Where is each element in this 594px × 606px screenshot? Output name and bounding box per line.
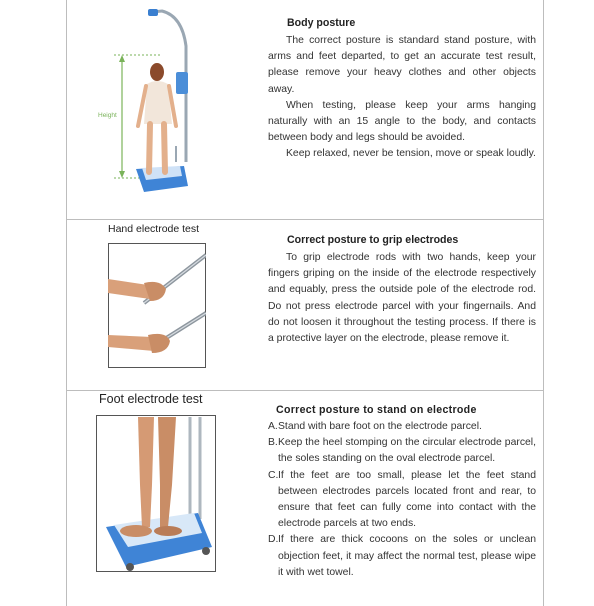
foot-electrode-list	[268, 419, 536, 581]
list-item	[268, 419, 536, 435]
foot-electrode-illustration	[96, 415, 216, 572]
hand-electrode-label: Hand electrode test	[108, 223, 200, 235]
list-item	[268, 435, 536, 467]
list-item-marker: D.	[268, 534, 279, 546]
list-item-text: Keep the heel stomping on the circular electrode parcel, the soles standing on the oval electrode parcel.	[278, 437, 536, 465]
hand-electrode-paragraph: To grip electrode rods with two hands, keep your fingers griping on the inside of the electrode respectively and equably, press the outside pole of the electrode rod. Do not press electrode parcel with your fingernails. And do not loosen it throughout the testing process. If there is a protective layer on the electrode, please remove it.	[268, 252, 536, 345]
body-posture-text	[268, 33, 536, 163]
body-posture-paragraph: When testing, please keep your arms hanging naturally with an 15 angle to the body, and contacts between body and legs should be avoided.	[268, 99, 536, 144]
body-posture-title: Body posture	[287, 17, 356, 29]
list-item-text: If there are thick cocoons on the soles or unclean objection feet, it may affect the normal test, please wipe it with wet towel.	[278, 534, 536, 578]
section-divider	[66, 390, 543, 391]
list-item-text: If the feet are too small, please let the feet stand between electrodes parcels located front and rear, to ensure that feet can fully come into contact with the electrode parcels at two ends.	[278, 469, 536, 530]
list-item-text: Stand with bare foot on the electrode parcel.	[278, 421, 482, 432]
hand-electrode-text	[268, 250, 536, 347]
list-item-marker: B.	[268, 437, 278, 449]
hand-electrode-title: Correct posture to grip electrodes	[287, 234, 459, 246]
body-posture-paragraph: Keep relaxed, never be tension, move or speak loudly.	[286, 148, 536, 160]
foot-electrode-title: Correct posture to stand on electrode	[276, 404, 477, 416]
body-posture-paragraph: The correct posture is standard stand posture, with arms and feet departed, to get an accurate test result, please remove your heavy clothes and other objects away.	[268, 35, 536, 95]
body-posture-illustration	[92, 6, 204, 202]
list-item	[268, 468, 536, 533]
list-item-marker: C.	[268, 469, 279, 481]
list-item	[268, 532, 536, 581]
hand-electrode-illustration	[108, 243, 206, 368]
list-item-marker: A.	[268, 421, 278, 432]
section-divider	[66, 219, 543, 220]
height-label: Height	[98, 112, 117, 119]
foot-electrode-label: Foot electrode test	[99, 392, 203, 406]
